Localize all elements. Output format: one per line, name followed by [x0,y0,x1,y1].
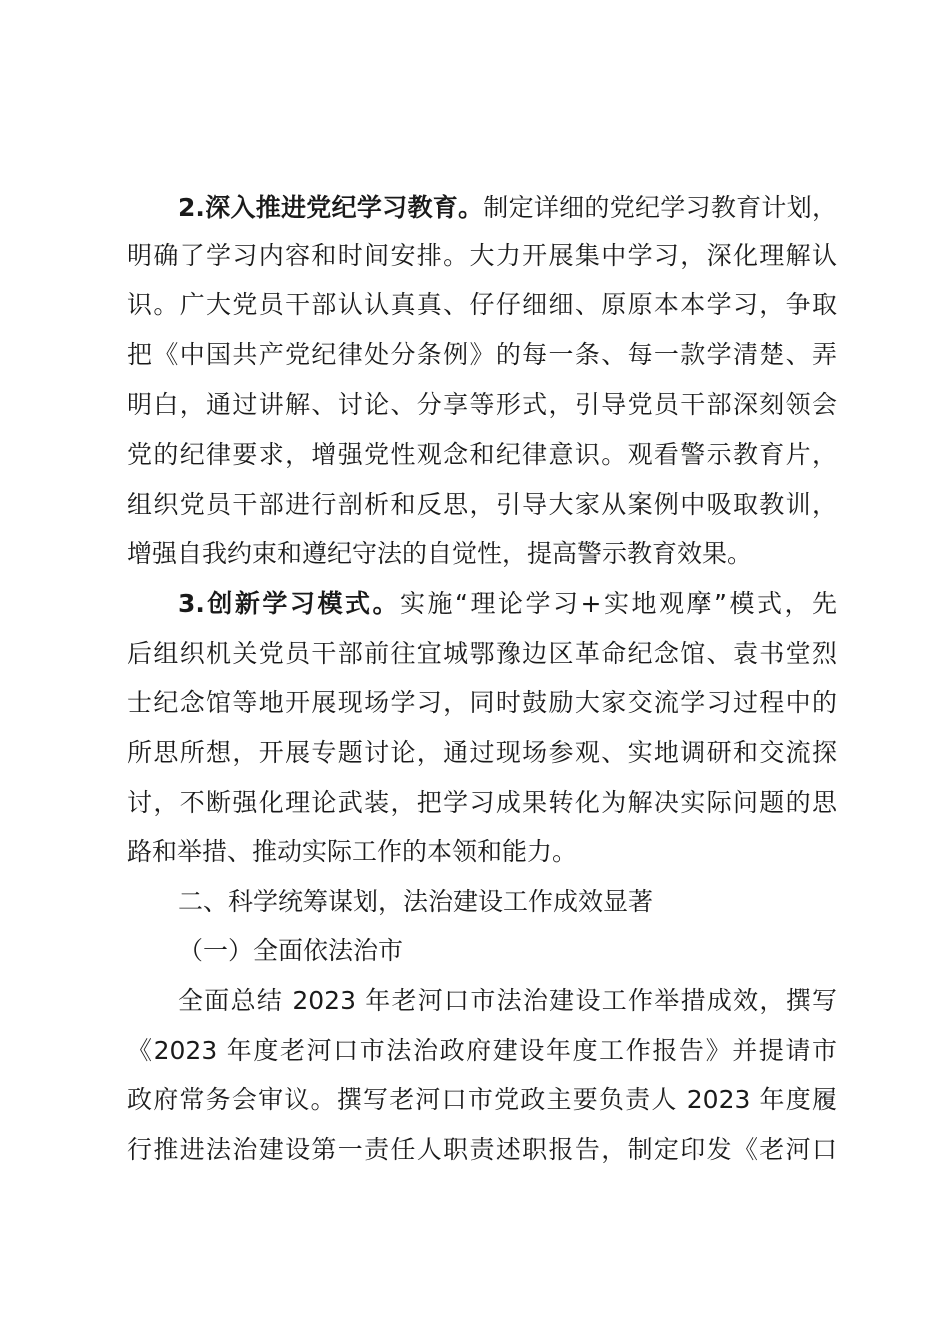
para2-line-3: 识。广大党员干部认认真真、仔仔细细、原原本本学习，争取 [127,290,837,319]
para3-heading: 3.创新学习模式。 [178,589,400,618]
para3-line-6: 路和举措、推动实际工作的本领和能力。 [127,837,578,866]
para2-text: 制定详细的党纪学习教育计划， [483,193,837,222]
para4-line-4: 行推进法治建设第一责任人职责述职报告，制定印发《老河口 [127,1135,837,1164]
para2-line-2: 明确了学习内容和时间安排。大力开展集中学习，深化理解认 [127,241,837,270]
para2-line-5: 明白，通过讲解、讨论、分享等形式，引导党员干部深刻领会 [127,390,837,419]
para3-line-2: 后组织机关党员干部前往宜城鄂豫边区革命纪念馆、袁书堂烈 [127,639,837,668]
para3-line-5: 讨，不断强化理论武装，把学习成果转化为解决实际问题的思 [127,788,837,817]
para2-line-1 [178,183,837,233]
para3-text: 实施“理论学习+实地观摩”模式，先 [399,589,837,618]
para3-line-3: 士纪念馆等地开展现场学习，同时鼓励大家交流学习过程中的 [127,688,837,717]
para2-line-8: 增强自我约束和遵纪守法的自觉性，提高警示教育效果。 [127,539,753,568]
section-2-title: 二、科学统筹谋划，法治建设工作成效显著 [178,887,654,916]
para3-line-4: 所思所想，开展专题讨论，通过现场参观、实地调研和交流探 [127,738,837,767]
para4-line-1: 全面总结 2023 年老河口市法治建设工作举措成效，撰写 [178,986,837,1015]
para2-line-7: 组织党员干部进行剖析和反思，引导大家从案例中吸取教训， [127,490,837,519]
para3-line-1 [178,579,837,629]
subsection-1-title: （一）全面依法治市 [178,936,404,965]
para2-heading: 2.深入推进党纪学习教育。 [178,193,484,222]
para2-line-4: 把《中国共产党纪律处分条例》的每一条、每一款学清楚、弄 [127,340,837,369]
para2-line-6: 党的纪律要求，增强党性观念和纪律意识。观看警示教育片， [127,440,837,469]
para4-line-3: 政府常务会审议。撰写老河口市党政主要负责人 2023 年度履 [127,1085,837,1114]
para4-line-2: 《2023 年度老河口市法治政府建设年度工作报告》并提请市 [127,1036,837,1065]
